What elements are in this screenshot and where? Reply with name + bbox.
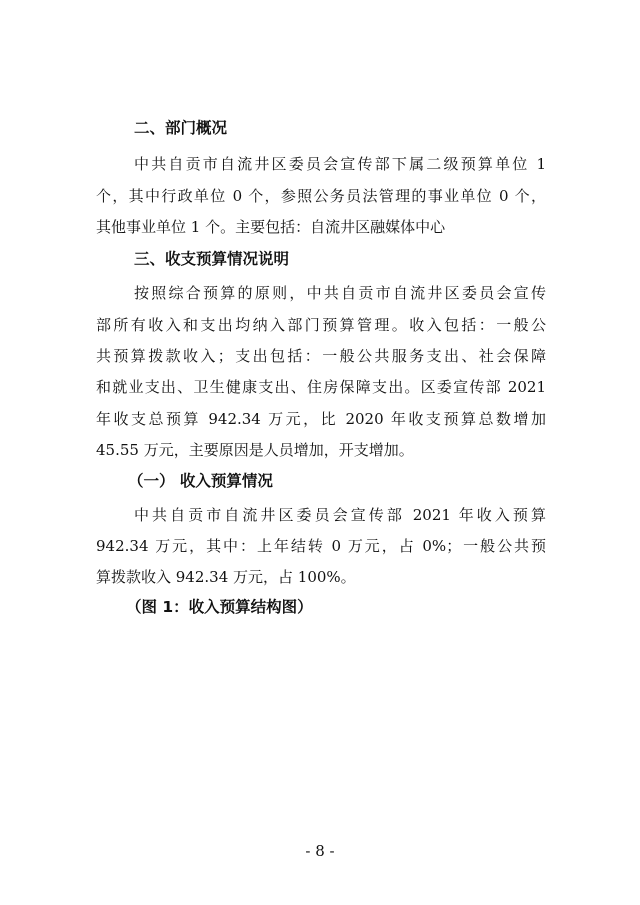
paragraph-line: 中共自贡市自流井区委员会宣传部 2021 年收入预算 [134,506,546,524]
paragraph-line: 按照综合预算的原则，中共自贡市自流井区委员会宣传 [134,284,546,302]
paragraph-line: 45.55 万元，主要原因是人员增加，开支增加。 [96,441,414,459]
section-heading-department-overview: 二、部门概况 [134,119,228,137]
paragraph-line: 个，其中行政单位 0 个，参照公务员法管理的事业单位 0 个， [96,187,546,205]
paragraph-line: 部所有收入和支出均纳入部门预算管理。收入包括：一般公 [96,316,546,334]
page-number: - 8 - [305,842,335,860]
figure-caption: （图 1：收入预算结构图） [126,598,313,616]
paragraph-line: 算拨款收入 942.34 万元，占 100%。 [96,568,356,586]
paragraph-line: 942.34 万元，其中：上年结转 0 万元，占 0%；一般公共预 [96,537,546,555]
paragraph-line: 年收支总预算 942.34 万元，比 2020 年收支预算总数增加 [96,410,546,428]
section-heading-budget-explanation: 三、收支预算情况说明 [134,250,290,268]
subsection-heading-income-budget: （一） 收入预算情况 [128,472,273,490]
paragraph-line: 和就业支出、卫生健康支出、住房保障支出。区委宣传部 2021 [96,378,546,396]
paragraph-line: 中共自贡市自流井区委员会宣传部下属二级预算单位 1 [134,155,546,173]
paragraph-line: 共预算拨款收入；支出包括：一般公共服务支出、社会保障 [96,347,546,365]
paragraph-line: 其他事业单位 1 个。主要包括：自流井区融媒体中心 [96,218,446,236]
